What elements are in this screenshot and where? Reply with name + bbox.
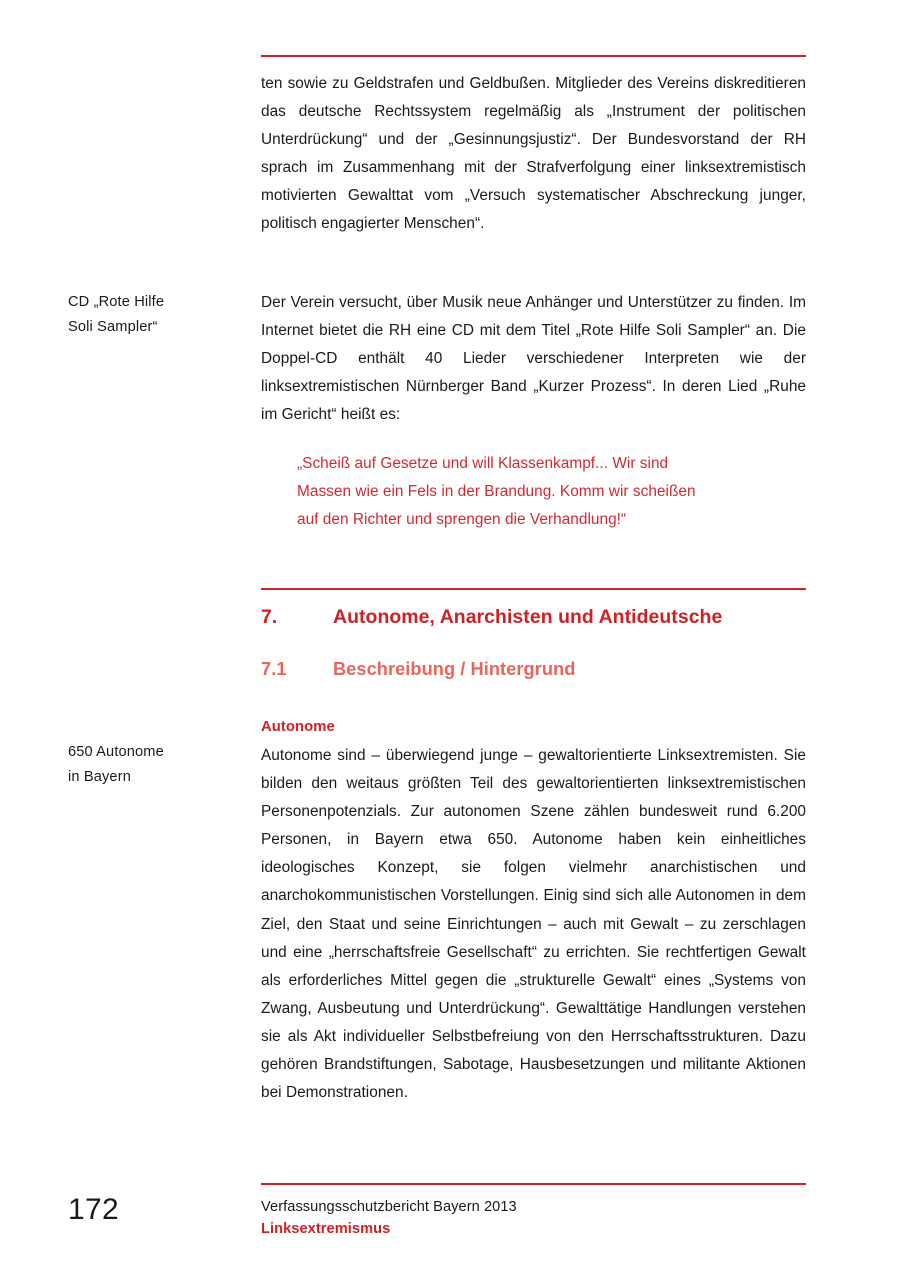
marginal-note-cd-line1: CD „Rote Hilfe [68,294,165,310]
paragraph-cd: Der Verein versucht, über Musik neue Anhänger und Unterstützer zu finden. Im Internet bietet die RH eine CD mit dem Titel „Rote Hilfe Soli Sampler“ an. Die Doppel-CD enthält 40 Lieder verschiedener Interpreten wie der linksextremistischen Nürnberger Band „Kurzer Prozess“. In deren Lied „Ruhe im Gericht“ heißt es: [261,294,806,424]
section-title: Autonome, Anarchisten und Antideutsche [333,606,723,628]
marginal-note-autonome-line1: 650 Autonome [68,744,164,760]
footer-chapter-title: Linksextremismus [261,1221,391,1237]
marginal-note-cd-line2: Soli Sampler“ [68,319,158,335]
paragraph-autonome: Autonome sind – überwiegend junge – gewaltorientierte Linksextremisten. Sie bilden den weitaus größten Teil des gewaltorientierten linksextremistischen Personenpotenzials. Zur autonomen Szene zählen bundesweit rund 6.200 Personen, in Bayern etwa 650. Autonome haben kein einheitliches ideologisches Konzept, sie folgen vielmehr anarchistischen und anarchokommunistischen Vorstellungen. Einig sind sich alle Autonomen in dem Ziel, den Staat und seine Einrichtungen – auch mit Gewalt – zu zerschlagen und eine „herrschaftsfreie Gesellschaft“ zu errichten. Sie rechtfertigen Gewalt als erforderliches Mittel gegen die „strukturelle Gewalt“ eines „Systems von Zwang, Ausbeutung und Unterdrückung“. Gewalttätige Handlungen verstehen sie als Akt individueller Selbstbefreiung von den Herrschaftsstrukturen. Dazu gehören Brandstiftungen, Sabotage, Hausbesetzungen und militante Aktionen bei Demonstrationen. [261,747,806,1102]
autonome-section-body [261,716,806,1107]
footer-report-title: Verfassungsschutzbericht Bayern 2013 [261,1199,517,1215]
subsection-title: Beschreibung / Hintergrund [333,659,576,679]
footer-rule [261,1183,806,1185]
song-quote-line-2: Massen wie ein Fels in der Brandung. Komm wir scheißen [297,483,696,501]
header-rule [261,55,806,57]
subsection-heading [261,659,806,680]
marginal-note-autonome [68,740,248,790]
paragraph-continued: ten sowie zu Geldstrafen und Geldbußen. Mitglieder des Vereins diskreditieren das deutsche Rechtssystem regelmäßig als „Instrument der politischen Unterdrückung“ und der „Gesinnungsjustiz“. Der Bundesvorstand der RH sprach im Zusammenhang mit der Strafverfolgung einer linksextremistisch motivierten Gewalttat vom „Versuch systematischer Abschreckung junger, politisch engagierter Menschen“. [261,75,806,233]
paragraph-continued-block [261,70,806,239]
section-heading [261,606,806,629]
song-quote-line-1: „Scheiß auf Gesetze und will Klassenkampf... Wir sind [297,455,669,472]
footer [261,1196,806,1240]
paragraph-cd-block [261,289,806,429]
marginal-note-autonome-line2: in Bayern [68,769,131,785]
song-quote-block [261,450,806,534]
page-number: 172 [68,1193,119,1226]
song-quote [261,450,806,534]
running-heading-autonome: Autonome [261,719,335,735]
song-quote-line-3: auf den Richter und sprengen die Verhandlung!“ [297,511,627,529]
section-number: 7. [261,606,278,628]
marginal-note-cd [68,290,248,340]
subsection-number: 7.1 [261,659,287,679]
section-rule [261,588,806,590]
